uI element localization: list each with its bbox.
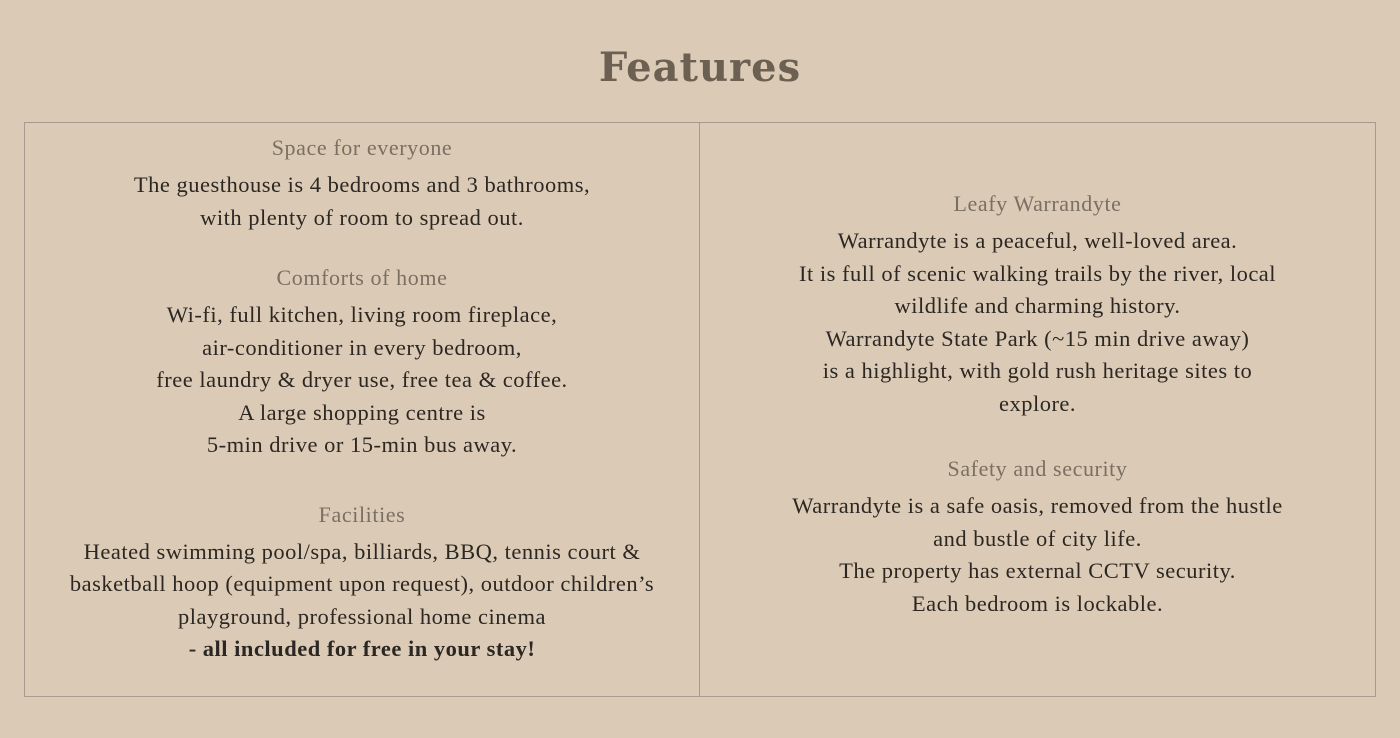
- body-line: Wi-fi, full kitchen, living room fireplace,: [166, 302, 558, 327]
- body-line: wildlife and charming history.: [894, 293, 1181, 318]
- page-title: Features: [598, 44, 802, 91]
- features-box: [24, 122, 1376, 697]
- section-heading: Facilities: [318, 501, 406, 527]
- section-facilities: [25, 502, 699, 666]
- body-line: explore.: [998, 390, 1077, 416]
- body-line: A large shopping centre is: [238, 399, 486, 425]
- body-line: is a highlight, with gold rush heritage sites to: [822, 358, 1253, 383]
- section-body: [25, 536, 699, 666]
- section-leafy-warrandyte: [700, 191, 1375, 420]
- body-line: Heated swimming pool/spa, billiards, BBQ, tennis court &: [83, 538, 641, 564]
- body-line: and bustle of city life.: [933, 525, 1142, 551]
- body-line: 5-min drive or 15-min bus away.: [206, 432, 518, 457]
- section-body: [25, 169, 699, 234]
- section-heading: Comforts of home: [276, 265, 448, 290]
- body-line: Warrandyte State Park (~15 min drive away): [825, 325, 1250, 351]
- section-body: [700, 490, 1375, 620]
- body-line: free laundry & dryer use, free tea & coffee.: [156, 367, 568, 392]
- body-line: The property has external CCTV security.: [839, 558, 1236, 583]
- body-line: It is full of scenic walking trails by the river, local: [798, 260, 1277, 286]
- section-heading: Leafy Warrandyte: [953, 191, 1122, 216]
- section-comforts-of-home: [25, 265, 699, 462]
- body-line: basketball hoop (equipment upon request), outdoor children’s: [69, 571, 655, 596]
- section-body: [25, 299, 699, 462]
- section-body: [700, 225, 1375, 420]
- left-column: [25, 123, 700, 696]
- body-line: Each bedroom is lockable.: [911, 590, 1164, 616]
- emphasis-line: - all included for free in your stay!: [188, 636, 536, 661]
- section-heading: Safety and security: [947, 456, 1128, 481]
- body-line: Warrandyte is a safe oasis, removed from the hustle: [792, 493, 1283, 518]
- right-column: [700, 123, 1375, 696]
- body-line: with plenty of room to spread out.: [200, 204, 524, 230]
- section-heading: Space for everyone: [271, 135, 453, 160]
- body-line: playground, professional home cinema: [178, 603, 546, 629]
- section-safety-and-security: [700, 456, 1375, 620]
- body-line: The guesthouse is 4 bedrooms and 3 bathrooms,: [133, 172, 591, 197]
- body-line: air-conditioner in every bedroom,: [202, 334, 522, 360]
- section-space-for-everyone: [25, 135, 699, 234]
- body-line: Warrandyte is a peaceful, well-loved area.: [837, 228, 1238, 253]
